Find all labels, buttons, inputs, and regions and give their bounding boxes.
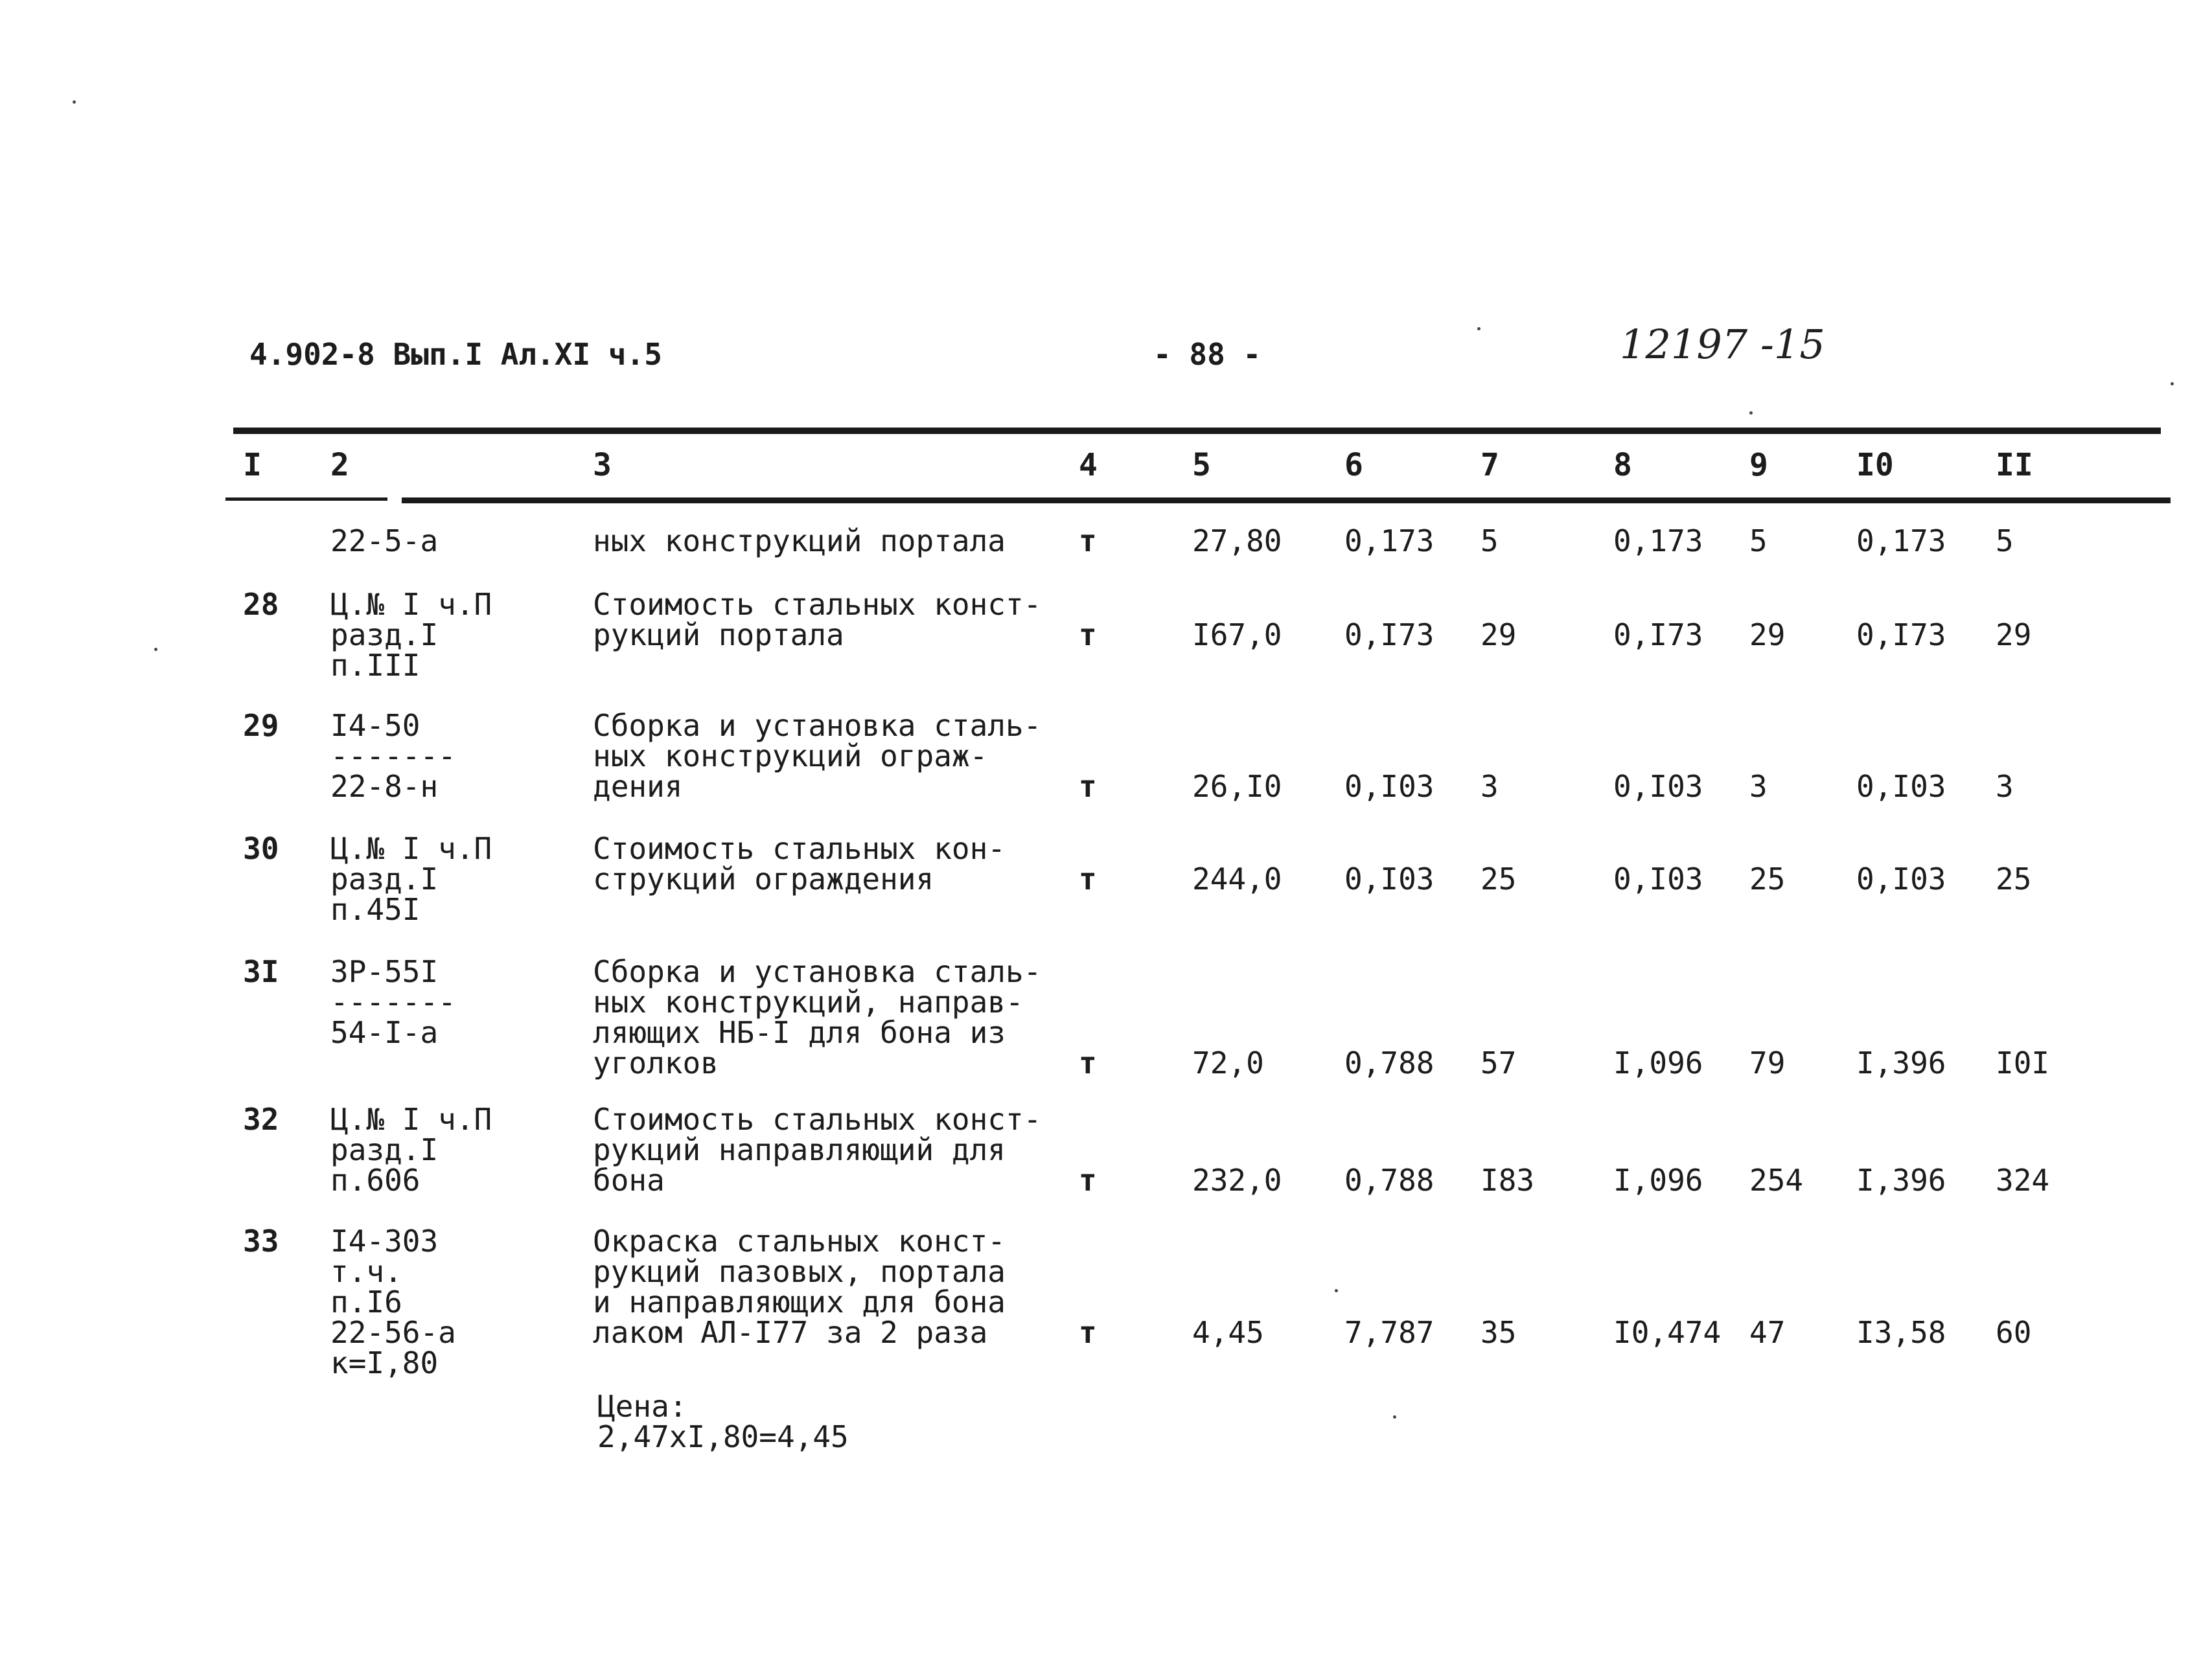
page-number: - 88 - xyxy=(1153,337,1262,372)
cell-c6: 0,788 xyxy=(1344,1045,1434,1080)
cell-c5: I67,0 xyxy=(1192,617,1282,652)
cell-c6: 0,788 xyxy=(1344,1163,1434,1198)
cell-c11: 3 xyxy=(1996,769,2014,804)
scan-speck xyxy=(1335,1289,1338,1292)
cell-code: Ц.№ I ч.П разд.I п.45I xyxy=(330,831,492,927)
scan-speck xyxy=(154,648,157,651)
cell-desc: Стоимость стальных кон- струкций ограждения xyxy=(593,831,1006,897)
cell-c9: 3 xyxy=(1749,769,1768,804)
cell-c11: 60 xyxy=(1996,1315,2032,1350)
header-bottom-rule xyxy=(402,497,2171,503)
column-header: 9 xyxy=(1749,447,1768,483)
cell-desc: Стоимость стальных конст- рукций портала xyxy=(593,587,1042,652)
column-header: I xyxy=(243,447,262,483)
cell-c5: 27,80 xyxy=(1192,523,1282,558)
cell-num: 3I xyxy=(243,954,279,989)
cell-c5: 232,0 xyxy=(1192,1163,1282,1198)
cell-c5: 244,0 xyxy=(1192,862,1282,897)
cell-c6: 7,787 xyxy=(1344,1315,1434,1350)
document-code: 4.902-8 Вып.I Ал.XI ч.5 xyxy=(249,337,662,372)
price-note xyxy=(597,1391,849,1452)
column-header: 2 xyxy=(330,447,349,483)
cell-c10: 0,173 xyxy=(1856,523,1946,558)
cell-c7: I83 xyxy=(1480,1163,1535,1198)
cell-unit: т xyxy=(1079,617,1097,652)
cell-c9: 47 xyxy=(1749,1315,1786,1350)
table-top-rule xyxy=(233,428,2161,434)
column-header: 8 xyxy=(1613,447,1632,483)
cell-c10: I,396 xyxy=(1856,1163,1946,1198)
cell-unit: т xyxy=(1079,1163,1097,1198)
cell-c8: 0,173 xyxy=(1613,523,1703,558)
handwritten-number: 12197 -15 xyxy=(1620,321,1825,368)
cell-c5: 72,0 xyxy=(1192,1045,1264,1080)
cell-c11: I0I xyxy=(1996,1045,2050,1080)
cell-num: 32 xyxy=(243,1102,279,1137)
column-header: 5 xyxy=(1192,447,1211,483)
cell-c10: 0,I03 xyxy=(1856,862,1946,897)
scan-speck xyxy=(2171,382,2174,385)
cell-c8: I,096 xyxy=(1613,1163,1703,1198)
cell-unit: т xyxy=(1079,769,1097,804)
header-bottom-rule-left xyxy=(225,497,387,501)
scan-speck xyxy=(1393,1415,1396,1419)
column-header: 7 xyxy=(1480,447,1499,483)
column-header: I0 xyxy=(1856,447,1894,483)
cell-c9: 25 xyxy=(1749,862,1786,897)
cell-num: 29 xyxy=(243,708,279,743)
scan-speck xyxy=(1749,411,1753,415)
cell-num: 30 xyxy=(243,831,279,866)
cell-c7: 5 xyxy=(1480,523,1499,558)
cell-c8: 0,I73 xyxy=(1613,617,1703,652)
cell-c10: I3,58 xyxy=(1856,1315,1946,1350)
cell-c8: I0,474 xyxy=(1613,1315,1722,1350)
cell-c7: 25 xyxy=(1480,862,1517,897)
cell-c7: 29 xyxy=(1480,617,1517,652)
cell-c7: 3 xyxy=(1480,769,1499,804)
cell-c6: 0,I03 xyxy=(1344,769,1434,804)
cell-code: 22-5-а xyxy=(330,523,439,558)
cell-c8: 0,I03 xyxy=(1613,862,1703,897)
cell-desc: Стоимость стальных конст- рукций направляющий для бона xyxy=(593,1102,1042,1198)
cell-c9: 5 xyxy=(1749,523,1768,558)
price-note-formula: 2,47хI,80=4,45 xyxy=(597,1419,849,1454)
cell-desc: Сборка и установка сталь- ных конструкций ограж- дения xyxy=(593,708,1042,804)
column-header: 6 xyxy=(1344,447,1363,483)
scan-speck xyxy=(73,100,76,104)
cell-c8: 0,I03 xyxy=(1613,769,1703,804)
cell-c5: 26,I0 xyxy=(1192,769,1282,804)
cell-c7: 35 xyxy=(1480,1315,1517,1350)
cell-c8: I,096 xyxy=(1613,1045,1703,1080)
cell-c11: 324 xyxy=(1996,1163,2050,1198)
cell-c10: 0,I03 xyxy=(1856,769,1946,804)
cell-code: 3Р-55I ------- 54-I-а xyxy=(330,954,456,1050)
column-header: 4 xyxy=(1079,447,1098,483)
cell-code: I4-50 ------- 22-8-н xyxy=(330,708,456,804)
cell-c10: I,396 xyxy=(1856,1045,1946,1080)
column-header: 3 xyxy=(593,447,612,483)
cell-desc: ных конструкций портала xyxy=(593,523,1006,558)
cell-num: 28 xyxy=(243,587,279,622)
cell-unit: т xyxy=(1079,862,1097,897)
cell-c11: 29 xyxy=(1996,617,2032,652)
cell-unit: т xyxy=(1079,1045,1097,1080)
cell-code: Ц.№ I ч.П разд.I п.606 xyxy=(330,1102,492,1198)
cell-c9: 254 xyxy=(1749,1163,1804,1198)
cell-c9: 79 xyxy=(1749,1045,1786,1080)
cell-c6: 0,I03 xyxy=(1344,862,1434,897)
scan-speck xyxy=(1477,327,1480,330)
cell-c9: 29 xyxy=(1749,617,1786,652)
cell-c11: 25 xyxy=(1996,862,2032,897)
cell-code: I4-303 т.ч. п.I6 22-56-а к=I,80 xyxy=(330,1224,456,1380)
cell-desc: Окраска стальных конст- рукций пазовых, портала и направляющих для бона лаком АЛ-I77 за 2 раза xyxy=(593,1224,1006,1350)
cell-unit: т xyxy=(1079,1315,1097,1350)
cell-desc: Сборка и установка сталь- ных конструкций, направ- ляющих НБ-I для бона из уголков xyxy=(593,954,1042,1080)
column-header: II xyxy=(1996,447,2033,483)
cell-unit: т xyxy=(1079,523,1097,558)
cell-c7: 57 xyxy=(1480,1045,1517,1080)
cell-c11: 5 xyxy=(1996,523,2014,558)
cell-c10: 0,I73 xyxy=(1856,617,1946,652)
cell-c6: 0,173 xyxy=(1344,523,1434,558)
cell-num: 33 xyxy=(243,1224,279,1259)
cell-c5: 4,45 xyxy=(1192,1315,1264,1350)
cell-c6: 0,I73 xyxy=(1344,617,1434,652)
cell-code: Ц.№ I ч.П разд.I п.III xyxy=(330,587,492,683)
price-note-label: Цена: xyxy=(597,1389,687,1424)
